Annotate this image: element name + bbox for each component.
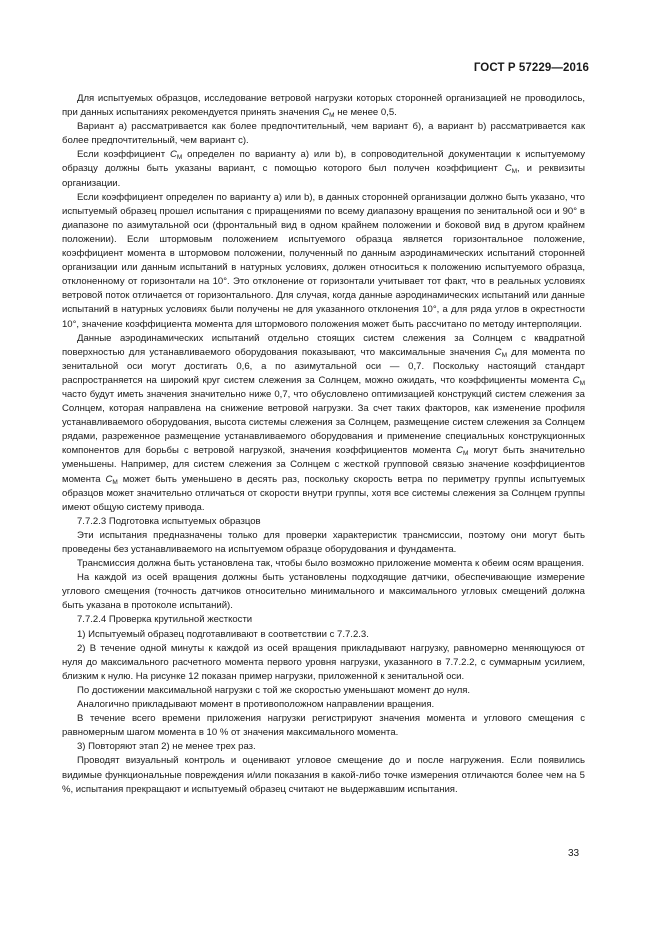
list-item: 2) В течение одной минуты к каждой из осей вращения прикладывают нагрузку, равномерно меняющуюся от нуля до максимального расчетного момента первого уровня нагрузки, указанного в 7.7.2.2, с суммарным усилием, близким к нулю. На рисунке 12 показан пример нагрузки, приложенной к зенитальной оси. [62, 642, 585, 682]
paragraph: Если коэффициент $C_M$ определен по варианту а) или b), в сопроводительной документации к испытуемому образцу должны быть указаны вариант, с помощью которого был получен коэффициент $C_M$, и реквизиты организации. [62, 149, 585, 189]
paragraph: В течение всего времени приложения нагрузки регистрируют значения момента и углового смещения с равномерным шагом момента в 10 % от значения максимального момента. [62, 713, 585, 739]
paragraph: На каждой из осей вращения должны быть установлены подходящие датчики, обеспечивающие измерение углового смещения (точность датчиков относительно минимального и максимального угловых смещений должна быть указана в протоколе испытаний). [62, 572, 585, 612]
section-heading: 7.7.2.3 Подготовка испытуемых образцов [77, 515, 261, 527]
document-standard-number: ГОСТ Р 57229—2016 [473, 62, 589, 74]
paragraph: По достижении максимальной нагрузки с той же скоростью уменьшают момент до нуля. [77, 684, 471, 696]
paragraph: Трансмиссия должна быть установлена так, чтобы было возможно приложение момента к обеим осям вращения. [77, 558, 585, 570]
document-body [62, 92, 585, 797]
list-item: 3) Повторяют этап 2) не менее трех раз. [77, 741, 256, 753]
paragraph: Для испытуемых образцов, исследование ветровой нагрузки которых сторонней организацией не проводилось, при данных испытаниях рекомендуется принять значения $C_M$ не менее 0,5. [62, 93, 585, 120]
paragraph: Вариант а) рассматривается как более предпочтительный, чем вариант б), а вариант b) рассматривается как более предпочтительный, чем вариант с). [62, 121, 585, 147]
paragraph: Проводят визуальный контроль и оценивают угловое смещение до и после нагружения. Если появились видимые функциональные повреждения и/или показания в какой-либо точке измерения отличаются более чем на 5 %, испытания прекращают и испытуемый образец считают не выдержавшим испытания. [62, 755, 585, 795]
section-heading: 7.7.2.4 Проверка крутильной жесткости [77, 614, 253, 626]
paragraph: Данные аэродинамических испытаний отдельно стоящих систем слежения за Солнцем с квадратной поверхностью для устанавливаемого оборудования показывают, что максимальные значения $C_M$ для момента по зенитальной оси могут достигать 0,6, а по азимутальной оси — 0,7. Поскольку настоящий стандарт распространяется на широкий круг систем слежения за Солнцем, можно ожидать, что коэффициенты момента $C_M$ часто будут иметь значения значительно ниже 0,7, что обусловлено оптимизацией конструкций систем слежения за Солнцем, которая направлена на снижение ветровой нагрузки. За счет таких факторов, как изменение профиля устанавливаемого оборудования, высота системы слежения за Солнцем, размещение систем слежения за Солнцем рядами, разреженное размещение устанавливаемого оборудования и применение специальных конструкционных компонентов для борьбы с ветровой нагрузкой, значения коэффициентов момента $C_M$ могут быть значительно уменьшены. Например, для систем слежения за Солнцем с жесткой групповой связью значение коэффициентов момента $C_M$ может быть уменьшено в десять раз, поскольку скорость ветра по периметру группы испытуемых образцов может значительно отличаться от скорости внутри группы, хотя все системы слежения за Солнцем группы имеют общую систему привода. [62, 332, 586, 513]
paragraph: Эти испытания предназначены только для проверки характеристик трансмиссии, поэтому они могут быть проведены без устанавливаемого на испытуемом образце оборудования и фундамента. [62, 529, 585, 555]
page-number: 33 [568, 848, 580, 859]
paragraph: Аналогично прикладывают момент в противоположном направлении вращения. [77, 699, 435, 711]
paragraph: Если коэффициент определен по варианту а) или b), в данных сторонней организации должно быть указано, что испытуемый образец прошел испытания с приращениями по всему диапазону вращения по зенитальной оси и 90° в диапазоне по азимутальной оси (фронтальный вид в одном крайнем положении и боковой вид в другом крайнем положении). Если штормовым положением испытуемого образца является горизонтальное положение, коэффициент момента в штормовом положении, полученный по данным аэродинамических испытаний сторонней организации или данным испытаний в натурных условиях, должен относиться к положению испытуемого образца, отклоненному от горизонтали на 10°. Это отклонение от горизонтали учитывает тот факт, что в реальных условиях ветровой поток отличается от горизонтального. Для случая, когда данные аэродинамических испытаний или данные испытаний в натурных условиях были получены не для указанного отклонения 10°, а для ряда углов в окрестности 10°, значение коэффициента момента для штормового положения может быть рассчитано по методу интерполяции. [62, 191, 585, 330]
list-item: 1) Испытуемый образец подготавливают в соответствии с 7.7.2.3. [77, 628, 369, 640]
